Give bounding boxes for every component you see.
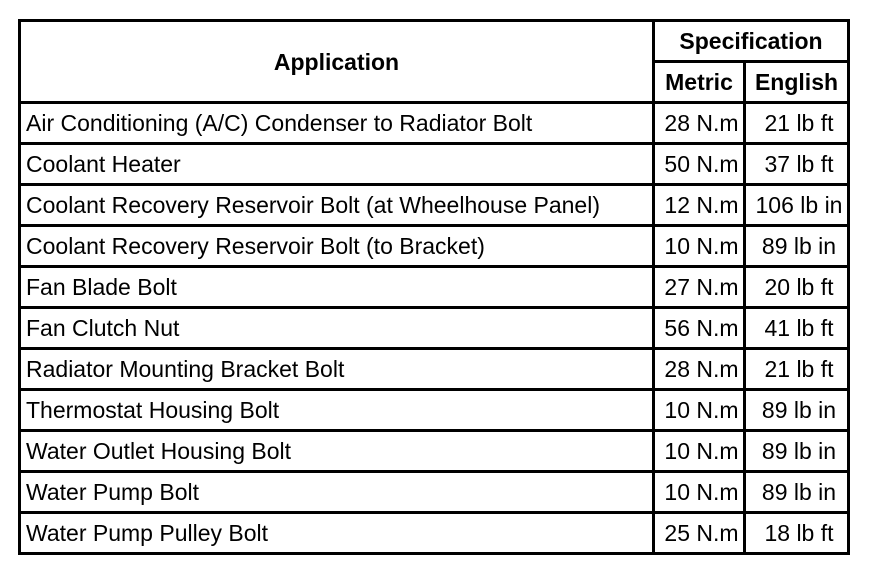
metric-cell: 10 N.m bbox=[654, 472, 745, 513]
header-row-top bbox=[20, 21, 849, 62]
application-cell: Water Pump Bolt bbox=[20, 472, 654, 513]
metric-cell: 28 N.m bbox=[654, 103, 745, 144]
application-cell: Coolant Heater bbox=[20, 144, 654, 185]
english-cell: 41 lb ft bbox=[745, 308, 849, 349]
application-cell: Fan Blade Bolt bbox=[20, 267, 654, 308]
application-cell: Water Pump Pulley Bolt bbox=[20, 513, 654, 554]
english-cell: 37 lb ft bbox=[745, 144, 849, 185]
application-cell: Thermostat Housing Bolt bbox=[20, 390, 654, 431]
application-cell: Coolant Recovery Reservoir Bolt (to Bracket) bbox=[20, 226, 654, 267]
application-cell: Fan Clutch Nut bbox=[20, 308, 654, 349]
application-cell: Water Outlet Housing Bolt bbox=[20, 431, 654, 472]
english-cell: 89 lb in bbox=[745, 390, 849, 431]
specification-header: Specification bbox=[654, 21, 849, 62]
table-row bbox=[20, 308, 849, 349]
fastener-spec-table bbox=[18, 19, 850, 555]
english-header: English bbox=[745, 62, 849, 103]
metric-cell: 56 N.m bbox=[654, 308, 745, 349]
metric-cell: 28 N.m bbox=[654, 349, 745, 390]
table-row bbox=[20, 349, 849, 390]
english-cell: 20 lb ft bbox=[745, 267, 849, 308]
english-cell: 89 lb in bbox=[745, 431, 849, 472]
table-row bbox=[20, 472, 849, 513]
table-body bbox=[20, 103, 849, 554]
application-header: Application bbox=[20, 21, 654, 103]
metric-cell: 12 N.m bbox=[654, 185, 745, 226]
application-cell: Radiator Mounting Bracket Bolt bbox=[20, 349, 654, 390]
metric-cell: 50 N.m bbox=[654, 144, 745, 185]
table-row bbox=[20, 226, 849, 267]
table-row bbox=[20, 185, 849, 226]
metric-cell: 10 N.m bbox=[654, 431, 745, 472]
table-row bbox=[20, 390, 849, 431]
english-cell: 89 lb in bbox=[745, 226, 849, 267]
metric-cell: 10 N.m bbox=[654, 390, 745, 431]
english-cell: 106 lb in bbox=[745, 185, 849, 226]
table-row bbox=[20, 513, 849, 554]
metric-cell: 25 N.m bbox=[654, 513, 745, 554]
english-cell: 21 lb ft bbox=[745, 103, 849, 144]
application-cell: Air Conditioning (A/C) Condenser to Radiator Bolt bbox=[20, 103, 654, 144]
table-row bbox=[20, 103, 849, 144]
table-row bbox=[20, 144, 849, 185]
table-row bbox=[20, 267, 849, 308]
metric-cell: 27 N.m bbox=[654, 267, 745, 308]
metric-header: Metric bbox=[654, 62, 745, 103]
table-header bbox=[20, 21, 849, 103]
table-row bbox=[20, 431, 849, 472]
application-cell: Coolant Recovery Reservoir Bolt (at Wheelhouse Panel) bbox=[20, 185, 654, 226]
english-cell: 21 lb ft bbox=[745, 349, 849, 390]
english-cell: 18 lb ft bbox=[745, 513, 849, 554]
metric-cell: 10 N.m bbox=[654, 226, 745, 267]
english-cell: 89 lb in bbox=[745, 472, 849, 513]
